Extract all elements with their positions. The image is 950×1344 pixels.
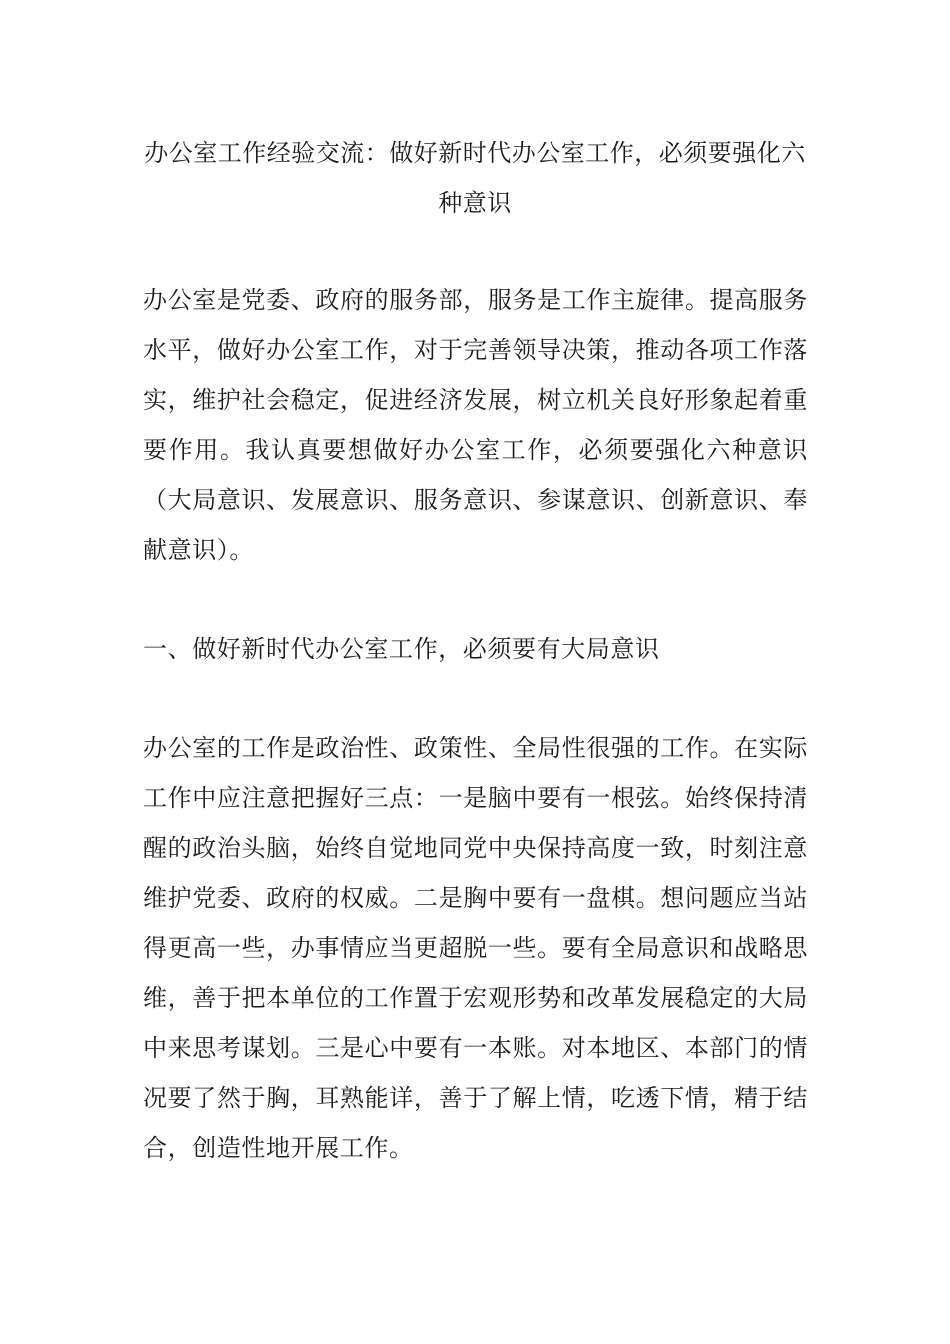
section-1-heading: 一、做好新时代办公室工作，必须要有大局意识	[143, 635, 660, 663]
document-title: 办公室工作经验交流：做好新时代办公室工作，必须要强化六种意识	[144, 139, 806, 217]
section-1-body: 办公室的工作是政治性、政策性、全局性很强的工作。在实际工作中应注意把握好三点：一是脑中要有一根弦。始终保持清醒的政治头脑，始终自觉地同党中央保持高度一致，时刻注意维护党委、政府的权威。二是胸中要有一盘棋。想问题应当站得更高一些，办事情应当更超脱一些。要有全局意识和战略思维，善于把本单位的工作置于宏观形势和改革发展稳定的大局中来思考谋划。三是心中要有一本账。对本地区、本部门的情况要了然于胸，耳熟能详，善于了解上情，吃透下情，精于结合，创造性地开展工作。	[143, 734, 808, 1162]
intro-paragraph: 办公室是党委、政府的服务部，服务是工作主旋律。提高服务水平，做好办公室工作，对于完善领导决策，推动各项工作落实，维护社会稳定，促进经济发展，树立机关良好形象起着重要作用。我认真要想做好办公室工作，必须要强化六种意识（大局意识、发展意识、服务意识、参谋意识、创新意识、奉献意识）。	[143, 286, 808, 564]
